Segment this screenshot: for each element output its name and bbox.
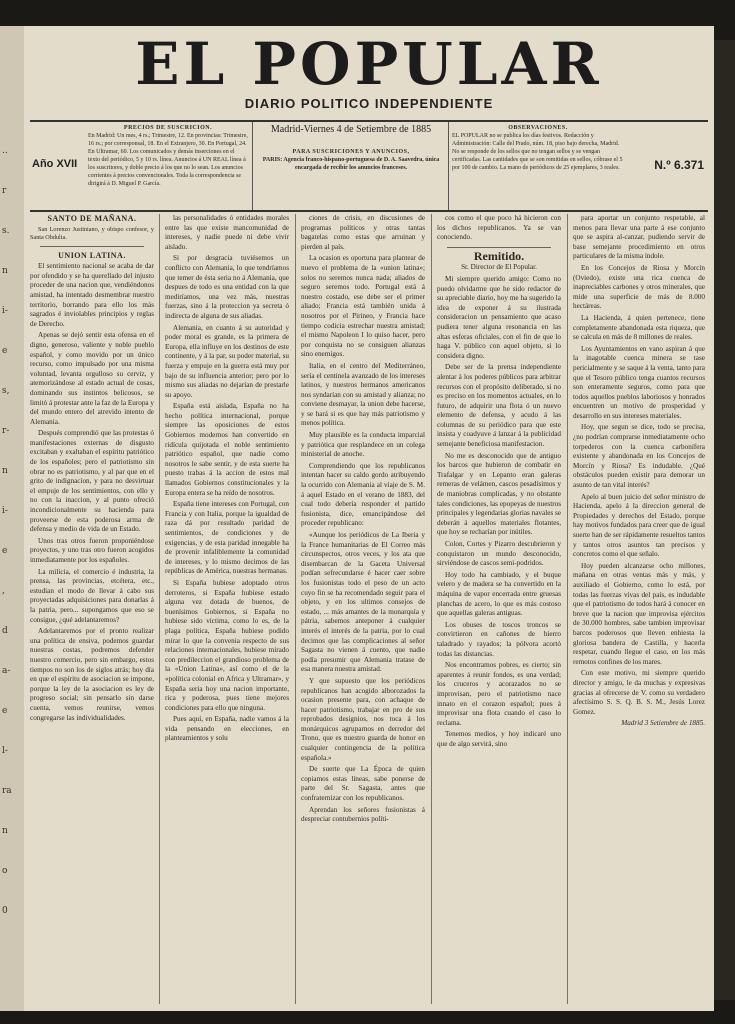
saint-heading: SANTO DE MAÑANA. — [47, 214, 137, 223]
paragraph: No me es desconocido que de antiguo los barcos que hubieron de combatir en Trafalgar y en Lepanto eran galeras remeras de velámen, cascos pesadísimos y de maniobras complicadas, y no obstante tales condiciones, las epopeyas de nuestros principales y legendarias glorias navales se deberán á aquellos materiales flotantes, que hoy se recharían por inútiles. — [437, 451, 561, 537]
paragraph: España está aislada, España no ha hecho política internacional, porque siempre las oposiciones de estos Gobiernos modernos han convertido en ridícula quijotada el noble sentimiento patriótico español, que nadie como nosotros le sabe sentir, y de esta suerte ha puesto trabas á la accion de estos mal llamados Gobiernos constitucionales y la Europa entera se ha reído de nosotros. — [165, 402, 289, 497]
margin-fragment: r- — [2, 426, 10, 436]
year-label: Año XVII — [32, 158, 78, 170]
margin-fragment: ra — [2, 786, 12, 796]
notes-heading: OBSERVACIONES. — [508, 125, 568, 131]
paragraph: España tiene intereses con Portugal, con Francia y con Italia, porque la igualdad de raza dá por resultado paridad de sentimientos, de condiciones y de exigencias, y de esta paridad innegable ha de provenir infaliblemente la comunidad de intereses, y lo mismo decimos de las repúblicas de América, nuestras hermanas. — [165, 500, 289, 576]
newspaper-subtitle: DIARIO POLITICO INDEPENDIENTE — [244, 96, 494, 111]
paragraph: La Hacienda, á quien pertenece, tiene completamente abandonada esta riqueza, que se calcula en más de 8 millones de reales. — [573, 313, 705, 342]
column-2 — [165, 214, 289, 1004]
margin-fragment: e — [2, 706, 8, 716]
paragraph: De suerte que La Época de quien copiamos estas líneas, sabe ponerse de parte del Sr. Sagasta, antes que confraternizar con los republicanos. — [301, 765, 425, 803]
column-rule — [159, 214, 160, 1004]
paragraph: Mi siempre querido amigo: Como no puedo olvidarme que he sido redactor de su apreciable diario, hoy me ha sugerido la idea de exponer á su ilustrada consideracion un pensamiento que acaso pudiera tener alguna resonancia en las altas esferas oficiales, con el fin de que lo haga V. público con aquel objeto, si lo considera digno. — [437, 274, 561, 360]
paragraph: Si por desgracia tuviésemos un conflicto con Alemania, lo que tendríamos que temer de ésta seria no á Alemania, que despues de todo es una entidad con la que mediríamos, una vez más, nuestras fuerzas, sino á la proteccion ya secreta ó indirecta de alguna de sus aliadas. — [165, 254, 289, 320]
article-columns — [30, 214, 708, 1004]
margin-fragment: n — [2, 826, 8, 836]
paragraph: El sentimiento nacional se acaba de dar por ofendido y se ha querellado del injusto proceder de una nacion que, vendiéndonos amistad, ha intentado desmembrar nuestro territorio, borrando para ello los más sagrados é inviolables principios y reglas de Derecho. — [30, 262, 154, 328]
paragraph: Debe ser de la prensa independiente alentar á los poderes públicos para arbitrar recursos con el propósito deliberado, si no es preciso en los momentos actuales, en lo futuro, de adquirir una flota ó un nuevo elemento de defensa, y acudo á las columnas de su periódico para que este insista y coadyuve á lanzar á la publicidad semejante beneficiosa manifestacion. — [437, 363, 561, 449]
paragraph: Hoy pueden alcanzarse ocho millones, mañana en otras ventas más y más, y auxiliado el Gobierno, como lo está, por todas las fuerzas vivas del país, es indudable que el patriotismo de todos hará á conocer en breve que la nacion que improvisa ejércitos de 30.000 hombres, sabe tambien improvisar barcos poderosos que lleven enhiesta la gloriosa bandera de Castilla, y hacerla respetar, cuando llegue el caso, en los más remotos confines de los mares. — [573, 561, 705, 666]
column-rule — [431, 214, 432, 1004]
margin-fragment: 0 — [2, 906, 8, 916]
paragraph: para aportar un conjunto respetable, al menos para llevar una parte á ese conjunto que se aspira al-canzar, pudiendo servir de base semejante procedimiento en otros particulares de la misma índole. — [573, 214, 705, 261]
paragraph: Los Ayuntamientos en vano aspiran á que la inagotable cuenca minera se tase pericialmente y se saque á la venta, tanto para que el Tesoro público tenga cuantos recursos son enteramente seguros, como para que todos aquellos pueblos laboriosos y honrados encuentren un motivo de prosperidad y desarrollo en sus intereses materiales. — [573, 344, 705, 420]
paragraph: Los obuses de toscos troncos se convirtieron en cañones de hierro taladrado y rayados; la pólvora acortó todas las distancias. — [437, 620, 561, 658]
paragraph: Pues aquí, en España, nadie vamos á la vida pensando en elecciones, en planteamientos y solu — [165, 715, 289, 743]
column-5 — [573, 214, 705, 1004]
column-rule — [567, 214, 568, 1004]
article-heading-union-latina: UNION LATINA. — [58, 250, 126, 260]
paragraph: Italia, en el centro del Mediterráneo, sería el centinela avanzado de los intereses latinos, y nuestros hermanos americanos nos syndarían con su amistad y alianza; no conviene desmayar, la union debe hacerse, y se hará si es que hay más patriotismo y menos política. — [301, 361, 425, 428]
masthead — [24, 30, 714, 111]
margin-fragment: a- — [2, 666, 11, 676]
column-4-intro: cos como el que poco há hicieron con los dichos republicanos. Ya se van conociendo. — [437, 214, 561, 242]
info-divider — [448, 122, 449, 210]
letter-addressee: Sr. Director de El Popular. — [461, 263, 537, 272]
paragraph: Alemania, en cuanto á su autoridad y poder moral es grande, es la primera de Europa, ella influye en los destinos de este continente, y á la par, su poder material, su fuerza y empuje en la guerra está muy por bajo de su influencia anterior; pero por lo mismo sus aliadas no dejarían de prestarle su apoyo. — [165, 323, 289, 399]
column-4 — [437, 214, 561, 1004]
newspaper-page — [24, 26, 714, 1011]
agency-box — [258, 148, 444, 172]
paragraph: La ocasion es oportuna para plantear de nuevo el problema de la «union latina»; solos no seremos nunca nada; aliados de seguro seremos todo. Portugal está á nuestro costado, ese debe ser el primer aliado; Francia está también unida á nosotros por el Pirineo, y Francia hace tiempo codicia estrechar nuestra amistad; el mismo Napoleon I lo quiso hacer, pero por conquista no se consiguen alianzas sino enemigos. — [301, 254, 425, 359]
info-bar — [30, 122, 708, 210]
margin-fragment: e — [2, 346, 8, 356]
margin-fragment: e — [2, 546, 8, 556]
margin-fragment: o — [2, 866, 8, 876]
paragraph: Unos tras otros fueron proponiéndose proyectos, y uno tras otro fueron acogidos inmediatamente por los españoles. — [30, 536, 154, 564]
paragraph: Y que supuesto que los periódicos republicanos han acogido alborozados la ocasion presente para, con achaque de hacer patriotismo, trabajar en pro de sus reprobados designios, nos toca á los monárquicos agruparnos en derredor del Trono, que es nuestro guarda de honor en cualquier contingencia de la política española.» — [301, 676, 425, 762]
column-1 — [30, 214, 154, 1004]
notes-text: EL POPULAR no se publica los días festivos. Redacción y Administración: Calle del Prado, núm. 18, piso bajo derecha, Madrid. No se responde de los sellos que no tengan sellos y se vengan certificadas. Las cantidades que se son remitidas en sellos, cóbrase el 5 por 100 de cambio. La mano de periódicos de 25 ejemplares, 3 reales. — [452, 133, 623, 171]
margin-fragment: l- — [2, 746, 8, 756]
paragraph: ciones de crisis, en discusiones de programas políticos y otras tantas bagatelas como estas que arruinan y pierden al país. — [301, 214, 425, 251]
newspaper-title: EL POPULAR — [135, 30, 603, 98]
paragraph: Después comprendió que las protestas ó manifestaciones externas de disgusto excitaban y exaltaban el espíritu patriótico de los españoles; pero el patriotismo sin obrar no es patriotismo, y al par que en el grito de indignacion, y para no desvirtuar el empuje de los sentimientos, con ello y no con la inaccion, y al punto ofreció incondicionalmente su hacienda para proveerse de esta poderosa arma de defensa y medio de vida de un Estado. — [30, 429, 154, 534]
paragraph: Hoy todo ha cambiado, y el buque velero y de madera se ha convertido en la máquina de vapor encerrada entre gruesas planchas de acero, lo que es más costoso que aquellas galeras antiguas. — [437, 570, 561, 618]
paragraph: Tenemos medios, y hoy indicaré uno que de algo servirá, sino — [437, 730, 561, 748]
paragraph: Colon, Cortes y Pizarro descubrieron y conquistaron un mundo desconocido, sirviéndose de cascos semi-podridos. — [437, 540, 561, 568]
issue-date: Madrid-Viernes 4 de Setiembre de 1885 — [270, 124, 432, 135]
paragraph: Apenas se dejó sentir esta ofensa en el digno, generoso, valiente y noble pueblo español, y como movido por un único recurso, como impulsado por una misma voluntad, levanta orgulloso su cerviz, y atemorizándose al estado actual de cosas, dominando sus instintos belicosos, se limitó á protestar ante la faz de la Europa y del mundo entero del atrevido intento de Alemania. — [30, 331, 154, 426]
column-rule — [295, 214, 296, 1004]
notes-box — [452, 124, 624, 172]
column-3 — [301, 214, 425, 1004]
divider — [447, 247, 551, 248]
issue-number: N.º 6.371 — [654, 158, 704, 172]
prices-heading: PRECIOS DE SUSCRICION. — [123, 125, 213, 131]
paragraph: las personalidades ó entidades morales entre las que existe mancomunidad de intereses, y nadie puede ni debe vivir aislado. — [165, 214, 289, 251]
binding-shadow — [714, 40, 735, 1000]
paragraph: Hoy, que segun se dice, todo se precisa, ¿no podrían comprarse inmediatamente ocho torpederos con la cuenca carbonífera existente y abandonada en los Concejos de Morcín y Riosa? Es indudable. ¿Qué obstáculos pueden existir para demorar un asunto de tan vital interés? — [573, 423, 705, 490]
remitido-heading: Remitido. — [473, 248, 525, 263]
margin-fragment: s, — [2, 386, 10, 396]
paragraph: Madrid 3 Setiembre de 1885. — [621, 719, 705, 728]
margin-fragment: s. — [2, 226, 10, 236]
margin-fragment: i- — [2, 306, 8, 316]
prices-box — [88, 124, 248, 188]
paragraph: Muy plausible es la conducta imparcial y patriótica que resplandece en un colega ministerial de anoche. — [301, 431, 425, 459]
margin-fragment: i- — [2, 506, 8, 516]
paragraph: La milicia, el comercio é industria, la prensa, las provincias, etcétera, etc., estudian el modo de llevar á cabo sus proyectadas adquisiciones para donarlas á la patria, pero... supongamos que eso se consigue, ¿qué adelantaremos? — [30, 567, 154, 624]
agency-text: PARIS: Agencia franco-hispano-portuguesa de D. A. Saavedra, única encargada de recibir los anuncios franceses. — [262, 157, 440, 171]
paragraph: Aprendan los señores fusionistas á despreciar contubernios políti- — [301, 805, 425, 824]
margin-fragment: , — [2, 586, 5, 596]
divider — [40, 246, 144, 247]
margin-fragment: n — [2, 266, 8, 276]
margin-fragment: d — [2, 626, 8, 636]
previous-page-edge — [0, 26, 24, 1011]
margin-fragment: n — [2, 466, 8, 476]
saint-text: San Lorenzo Justiniano, y obispo confesor, y Santa Obdulia. — [30, 225, 154, 241]
info-divider — [252, 122, 253, 210]
paragraph: Si España hubiese adoptado otros derroteros, si España hubiese estado alguna vez dotada de buenos, de buenísimos Gobiernos, si España no hubiese sido víctima, como lo es, de la plaga política, España hubiese podido mirar lo que la convenia respecto de sus relaciones internacionales, hubiese mirado con predileccion el grandioso problema de la «Union Latina», así como el de la «política colonial en Africa y Ultramar», y España seria hoy una nacion importante, rica y poderosa, pues tiene mejores condiciones para ello que ninguna. — [165, 578, 289, 712]
paragraph: Apelo al buen juicio del señor ministro de Hacienda, apelo á la direccion general de Propiedades y derechos del Estado, porque hay motivos fundados para creer que de igual suerte han de ser rápidamente resueltos tantos y tantos otros asuntos tan precisos y concretos como el que señalo. — [573, 492, 705, 559]
paragraph: «Aunque los periódicos de La Iberia y la France humanitarias de El Correo más circunspectos, otros veces, y los ata que disembarcan de la Gaceta Universal podían sefrecundarse é hacer caer sobre los fusionistas todo el peso de un acto cuyo fin se ha recomendado seguir para el objeto, y en los ultimos consejos de estado, ... más amantes de la monarquía y pátria, sabemos anteponer á cualquier interés el interés de la patria, por lo cual decimos que las complicaciones al señor Sagasta no vienen á cuento, que nadie podía presumir que Alemania tratase de esa manera nuestra amistad. — [301, 531, 425, 674]
paragraph: Nos encontramos pobres, es cierto; sin aparentes á reunir fondos, es una verdad; los cruceros y acorazados no se improvisan, pero el patriotismo nace innato en el corazon español; pues á improvisar una flota cuando el caso lo reclama. — [437, 661, 561, 727]
paragraph: Comprendiendo que los republicanos intentan hacer su caldo gordo atribuyendo la ocurrido con Alemania al viaje de S. M. á aquel Estado en el verano de 1883, del cual todo debería responder el partido fusionista, dice, emancipándose del proceder republicano: — [301, 461, 425, 528]
paragraph: Adelantaremos por el pronto realizar una política de ensiva, podemos guardar nuestras costas, podremos defender nuestro comercio, pero sin embargo, estos tiempos no son los de siglos atrás; hoy día en que el espíritu de asociacion se impone, porque la ley de la asociacion es ley de progreso social; sin pensarlo sin darse cuenta, vemos reunirse, vemos congregarse las individualidades. — [30, 627, 154, 722]
paragraph: Con este motivo, mi siempre querido director y amigo, le da muchas y expresivas gracias al ofrecerse de V. como su verdadero afectísimo S. S. Q. B. S. M., Jesús Lorez Gomez. — [573, 669, 705, 716]
margin-fragment: .. — [2, 146, 8, 156]
infobar-rule-bottom — [30, 210, 708, 212]
agency-heading: PARA SUSCRICIONES Y ANUNCIOS, — [292, 149, 410, 155]
prices-text: En Madrid: Un mes, 4 rs.; Trimestre, 12. En provincias: Trimestre, 16 rs.; por corresponsal, 18. En el Extranjero, 30. En Portugal, 24. En Ultramar, 60. Los comunicados y demás inserciones en el texto del periódico, 5 y 10 rs. línea. Anuncios á UN REAL línea á los suscritores, y doble precio á los que no lo sean. Los anuncios corrientes á precios convencionales. Toda la correspondencia se dirigirá á D. Miguel P. García. — [88, 133, 248, 187]
margin-fragment: r — [2, 186, 7, 196]
paragraph: En los Concejos de Riosa y Morcín (Oviedo), existe una rica cuenca de inapreciables carbones y otros minerales, que mide una superficie de más de 8.000 hectáreas. — [573, 263, 705, 311]
